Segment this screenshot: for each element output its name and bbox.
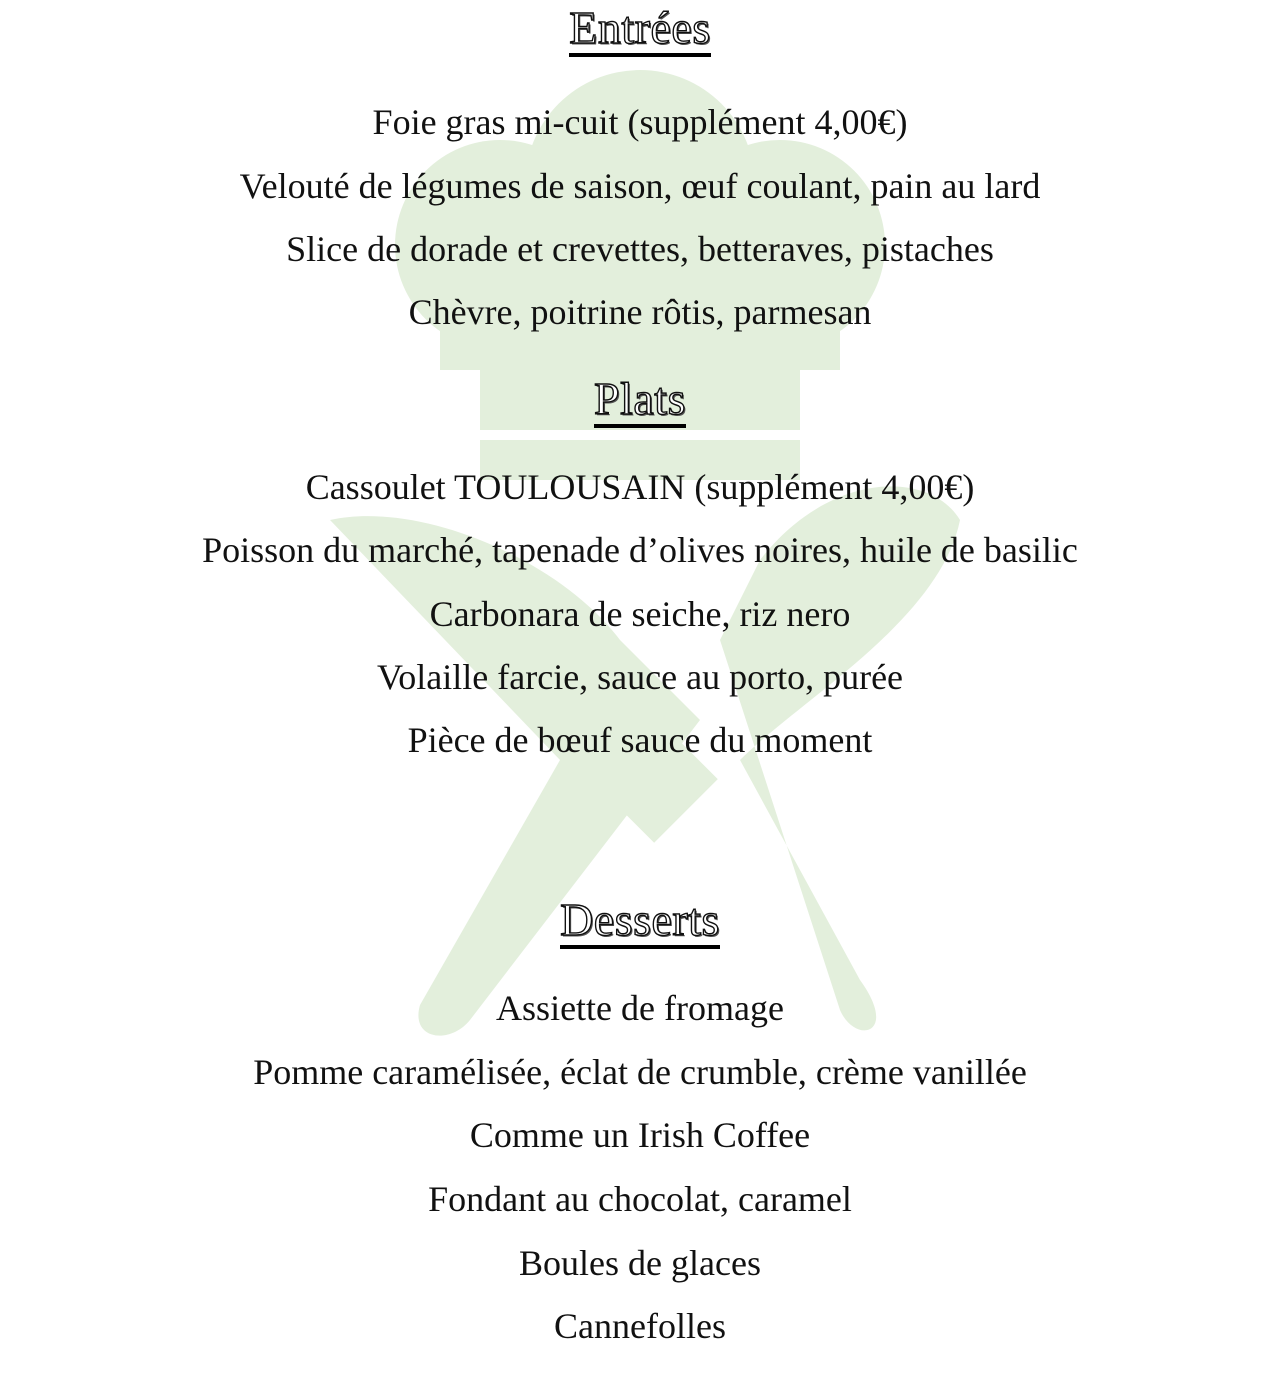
menu-item: Pomme caramélisée, éclat de crumble, crème vanillée xyxy=(253,1052,1027,1092)
menu-item: Velouté de légumes de saison, œuf coulant, pain au lard xyxy=(239,166,1041,206)
menu-item: Assiette de fromage xyxy=(496,988,784,1028)
menu-item: Cassoulet TOULOUSAIN (supplément 4,00€) xyxy=(305,467,975,507)
menu-item: Cannefolles xyxy=(554,1306,726,1346)
menu-item: Slice de dorade et crevettes, betteraves, pistaches xyxy=(286,229,994,269)
desserts-heading xyxy=(0,894,1280,949)
menu-item: Pièce de bœuf sauce du moment xyxy=(407,720,873,760)
menu-item: Comme un Irish Coffee xyxy=(469,1115,811,1155)
desserts-title: Desserts xyxy=(560,897,720,949)
menu-item: Carbonara de seiche, riz nero xyxy=(429,594,851,634)
menu-item: Fondant au chocolat, caramel xyxy=(428,1179,852,1219)
plats-heading xyxy=(0,373,1280,428)
plats-title: Plats xyxy=(594,376,686,428)
menu-item: Poisson du marché, tapenade d’olives noires, huile de basilic xyxy=(202,530,1078,570)
menu-item: Boules de glaces xyxy=(519,1243,761,1283)
entrees-title: Entrées xyxy=(569,5,710,57)
menu-item: Chèvre, poitrine rôtis, parmesan xyxy=(408,292,872,332)
menu-item: Volaille farcie, sauce au porto, purée xyxy=(376,657,904,697)
menu-item: Foie gras mi-cuit (supplément 4,00€) xyxy=(372,102,908,142)
entrees-heading xyxy=(0,2,1280,57)
